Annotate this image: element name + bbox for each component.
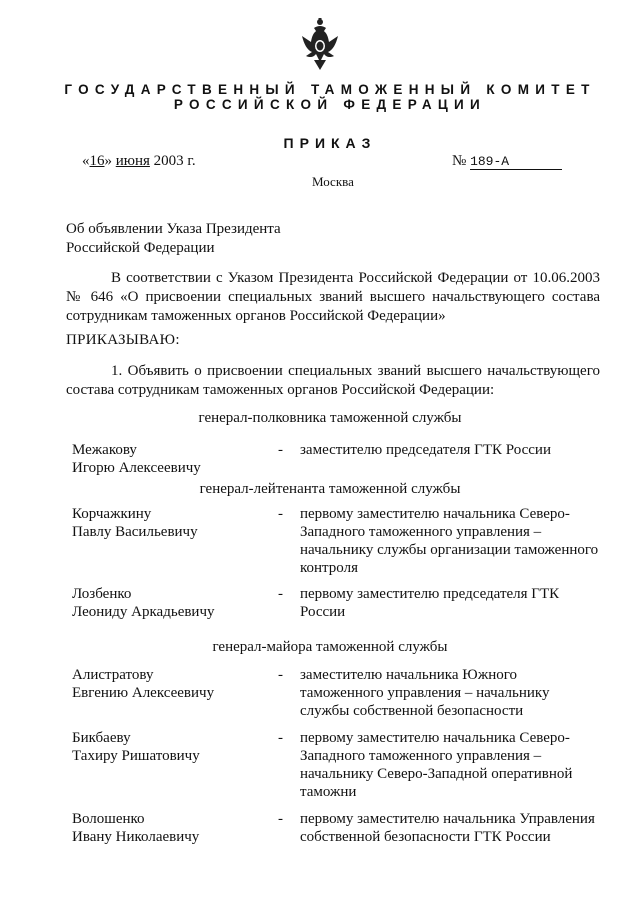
person-position-line: первому заместителю начальника Управления: [300, 811, 595, 827]
order-city: Москва: [312, 174, 354, 189]
person-surname: Корчажкину: [72, 506, 152, 522]
order-number: [452, 152, 562, 171]
number-value: 189-А: [470, 154, 562, 170]
person-position-line: заместителю председателя ГТК России: [300, 442, 551, 458]
order-title: ПРИКАЗ: [283, 135, 377, 151]
person-position-line: таможни: [300, 784, 357, 800]
person-position-line: контроля: [300, 560, 358, 576]
person-given-name: Евгению Алексеевичу: [72, 685, 215, 701]
person-surname: Лозбенко: [72, 586, 132, 602]
separator-dash: -: [278, 730, 283, 746]
person-given-name: Леониду Аркадьевичу: [72, 604, 215, 620]
person-position-line: службы собственной безопасности: [300, 703, 524, 719]
person-surname: Алистратову: [72, 667, 154, 683]
separator-dash: -: [278, 667, 283, 683]
date-day: 16: [89, 153, 105, 169]
subject-line-1: Об объявлении Указа Президента: [66, 221, 281, 237]
item-1-paragraph: [66, 362, 600, 400]
separator-dash: -: [278, 442, 283, 458]
person-position-line: первому заместителю председателя ГТК: [300, 586, 560, 602]
person-position-line: Западного таможенного управления –: [300, 748, 542, 764]
person-surname: Волошенко: [72, 811, 145, 827]
agency-name-line-1: ГОСУДАРСТВЕННЫЙ ТАМОЖЕННЫЙ КОМИТЕТ: [64, 82, 596, 97]
date-year: 2003 г.: [153, 153, 196, 169]
separator-dash: -: [278, 811, 283, 827]
basis-text: В соответствии с Указом Президента Российской Федерации от 10.06.2003 № 646 «О присвоении специальных званий высшего начальствующего состава сотрудникам таможенных органов Российской Федерации»: [66, 270, 600, 324]
person-given-name: Игорю Алексеевичу: [72, 460, 201, 476]
person-position-line: начальнику службы организации таможенного: [300, 542, 599, 558]
date-close-quote: »: [104, 153, 112, 169]
person-given-name: Павлу Васильевичу: [72, 524, 198, 540]
rank-heading: генерал-майора таможенной службы: [212, 639, 448, 655]
person-position-line: первому заместителю начальника Северо-: [300, 506, 570, 522]
person-position-line: России: [300, 604, 346, 620]
person-position-line: Западного таможенного управления –: [300, 524, 542, 540]
orders-word: ПРИКАЗЫВАЮ:: [66, 332, 180, 348]
date-open-quote: «: [82, 153, 90, 169]
number-sign: №: [452, 153, 467, 169]
person-position-line: первому заместителю начальника Северо-: [300, 730, 570, 746]
subject-line-2: Российской Федерации: [66, 240, 215, 256]
person-position-line: заместителю начальника Южного: [300, 667, 518, 683]
order-date: [82, 152, 196, 171]
date-month: июня: [115, 153, 150, 169]
person-given-name: Тахиру Ришатовичу: [72, 748, 200, 764]
person-position-line: таможенного управления – начальнику: [300, 685, 550, 701]
person-position-line: собственной безопасности ГТК России: [300, 829, 551, 845]
person-surname: Бикбаеву: [72, 730, 131, 746]
rank-heading: генерал-полковника таможенной службы: [198, 410, 462, 426]
person-surname: Межакову: [72, 442, 137, 458]
item-1-text: 1. Объявить о присвоении специальных званий высшего начальствующего состава сотрудникам таможенных органов Российской Федерации:: [66, 363, 600, 398]
agency-name-line-2: РОССИЙСКОЙ ФЕДЕРАЦИИ: [173, 97, 487, 112]
rank-heading: генерал-лейтенанта таможенной службы: [199, 481, 461, 497]
separator-dash: -: [278, 506, 283, 522]
russian-eagle-emblem-icon: [300, 18, 340, 70]
basis-paragraph: [66, 269, 600, 326]
order-subject: [66, 220, 281, 258]
person-given-name: Ивану Николаевичу: [72, 829, 200, 845]
separator-dash: -: [278, 586, 283, 602]
person-position-line: начальнику Северо-Западной оперативной: [300, 766, 573, 782]
